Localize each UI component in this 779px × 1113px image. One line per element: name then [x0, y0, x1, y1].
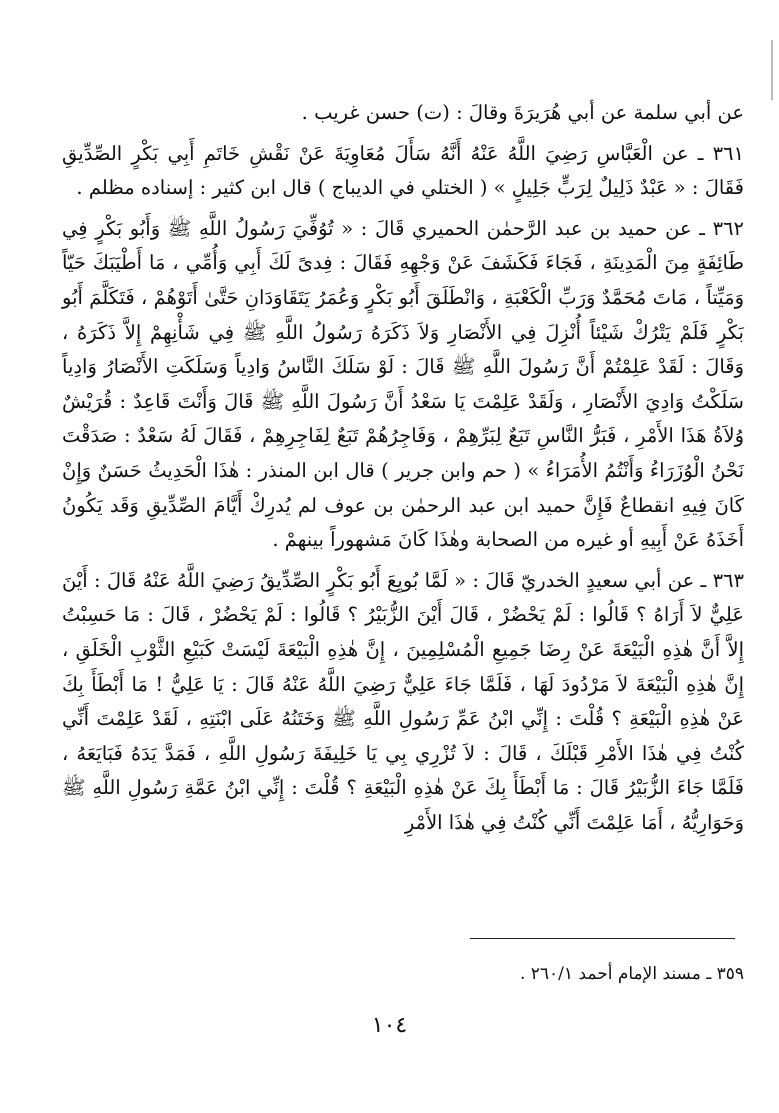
paragraph-intro: عن أبي سلمة عن أبي هُرَيرَةَ وقالَ : (ت) حسن غريب .	[301, 101, 744, 124]
scan-edge-mark	[771, 40, 773, 100]
hadith-361: ٣٦١ ـ عن الْعَبَّاسِ رَضِيَ اللَّهُ عَنْهُ أَنَّهُ سَأَلَ مُعَاوِيَةَ عَنْ نَقْشِ خَاتَمِ أَبِي بَكْرٍ الصِّدِّيقِ فَقَالَ : « عَبْدٌ ذَلِيلٌ لِرَبٍّ جَلِيلٍ » ( الختلي في الديباج ) قال ابن كثير : إسناده مظلم .	[62, 141, 744, 200]
footnote: ٣٥٩ ـ مسند الإمام أحمد ٢٦٠/١ .	[519, 964, 744, 984]
hadith-362: ٣٦٢ ـ عن حميد بن عبد الرَّحمٰن الحميري قَالَ : « تُوُفِّيَ رَسُولُ اللَّهِ ﷺ وَأَبُو بَكْرٍ فِي طَائِفَةٍ مِنَ الْمَدِينَةِ ، فَجَاءَ فَكَشَفَ عَنْ وَجْهِهِ فَقَالَ : فِدىً لَكَ أَبِي وَأُمِّي ، مَا أَطْيَبَكَ حَيّاً وَمَيِّتاً ، مَاتَ مُحَمَّدٌ وَرَبِّ الْكَعْبَةِ ، وَانْطَلَقَ أَبُو بَكْرٍ وَعُمَرُ يَتَقَاوَدَانِ حَتَّىٰ أَتَوْهُمْ ، فَتَكَلَّمَ أَبُو بَكْرٍ فَلَمْ يَتْرُكْ شَيْئاً أُنْزِلَ فِي الأَنْصَارِ وَلاَ ذَكَرَهُ رَسُولُ اللَّهِ ﷺ فِي شَأْنِهِمْ إِلاَّ ذَكَرَهُ ، وَقَالَ : لَقَدْ عَلِمْتُمْ أَنَّ رَسُولَ اللَّهِ ﷺ قَالَ : لَوْ سَلَكَ النَّاسُ وَادِياً وَسَلَكَتِ الأَنْصَارُ وَادِياً سَلَكْتُ وَادِيَ الأَنْصَارِ ، وَلَقَدْ عَلِمْتَ يَا سَعْدُ أَنَّ رَسُولَ اللَّهِ ﷺ قَالَ وَأَنْتَ قَاعِدٌ : قُرَيْشٌ وُلاَةُ هَذَا الأَمْرِ ، فَبَرُّ النَّاسِ تَبَعٌ لِبَرِّهِمْ ، وَفَاجِرُهُمْ تَبَعٌ لِفَاجِرِهِمْ ، فَقَالَ لَهُ سَعْدٌ : صَدَقْتَ نَحْنُ الْوُزَرَاءُ وَأَنْتُمُ الأُمَرَاءُ » ( حم وابن جرير ) قال ابن المنذر : هٰذَا الْحَدِيثُ حَسَنٌ وَإِنْ كَانَ فِيهِ انقطاعٌ فَإِنَّ حميد ابن عبد الرحمٰن بن عوف لم يُدرِكْ أَيَّامَ الصِّدِّيقِ وَقَد يَكُونُ أَخَذَهُ عَنْ أَبِيهِ أو غيره من الصحابة وهٰذَا كَانَ مَشهوراً بينهمْ .	[62, 216, 744, 552]
page-number: ١٠٤	[371, 1013, 408, 1038]
footnote-divider	[470, 938, 735, 939]
main-text	[62, 96, 744, 840]
hadith-363: ٣٦٣ ـ عن أبي سعيدٍ الخدريّ قَالَ : « لَمَّا بُويِعَ أَبُو بَكْرٍ الصِّدِّيقُ رَضِيَ اللَّهُ عَنْهُ قَالَ : أَيْنَ عَلِيٌّ لاَ أَرَاهُ ؟ قَالُوا : لَمْ يَحْضُرْ ، قَالَ أَيْنَ الزُّبَيْرُ ؟ قَالُوا : لَمْ يَحْضُرْ ، قَالَ : مَا حَسِبْتُ إِلاَّ أَنَّ هٰذِهِ الْبَيْعَةَ عَنْ رِضَا جَمِيعِ الْمُسْلِمِينَ ، إِنَّ هٰذِهِ الْبَيْعَةَ لَيْسَتْ كَبَيْعِ الثَّوْبِ الْخَلَقِ ، إِنَّ هٰذِهِ الْبَيْعَةَ لاَ مَرْدُودَ لَهَا ، فَلَمَّا جَاءَ عَلِيٌّ رَضِيَ اللَّهُ عَنْهُ قَالَ : يَا عَلِيُّ ! مَا أَبْطَأَ بِكَ عَنْ هٰذِهِ الْبَيْعَةِ ؟ قُلْتَ : إِنِّي ابْنُ عَمِّ رَسُولِ اللَّهِ ﷺ وَخَتَنُهُ عَلَى ابْنَتِهِ ، لَقَدْ عَلِمْتَ أَنِّي كُنْتُ فِي هٰذَا الأَمْرِ قَبْلَكَ ، قَالَ : لاَ تُزْرِي بِي يَا خَلِيفَةَ رَسُولِ اللَّهِ ، فَمَدَّ يَدَهُ فَبَايَعَهُ ، فَلَمَّا جَاءَ الزُّبَيْرُ قَالَ : مَا أَبْطَأَ بِكَ عَنْ هٰذِهِ الْبَيْعَةِ ؟ قُلْتَ : إِنِّي ابْنُ عَمَّةِ رَسُولِ اللَّهِ ﷺ وَحَوَارِيُّهُ ، أَمَا عَلِمْتَ أَنِّي كُنْتُ فِي هٰذَا الأَمْرِ	[62, 568, 744, 834]
